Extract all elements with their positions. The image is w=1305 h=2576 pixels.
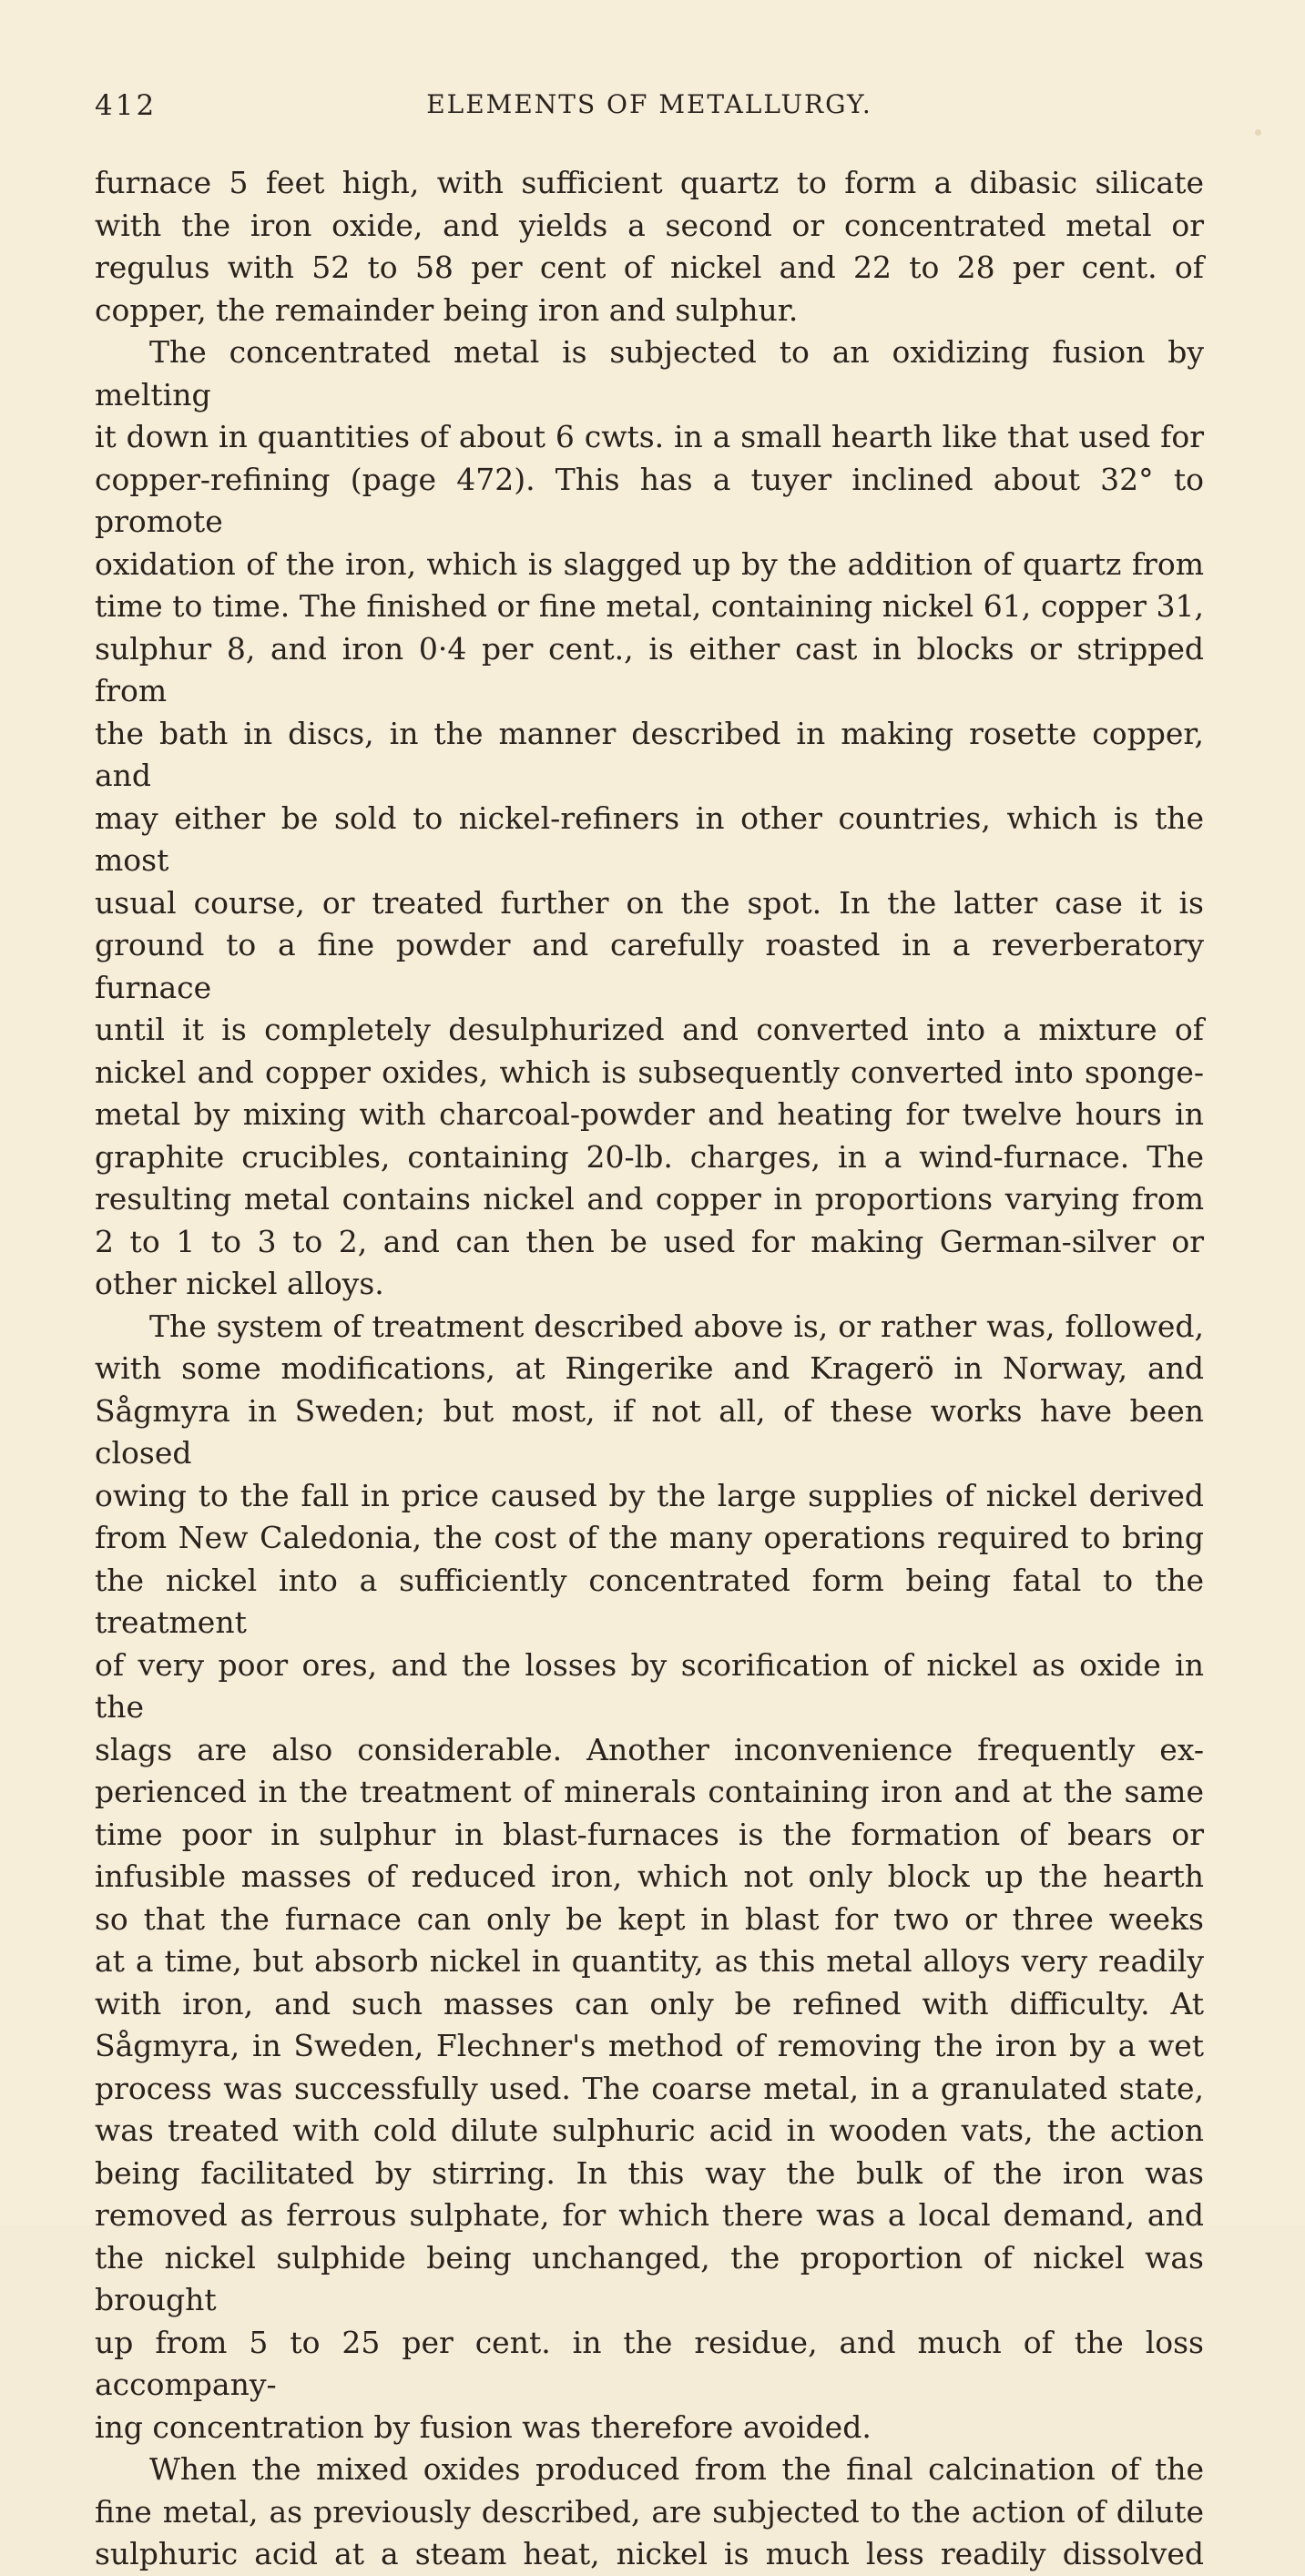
text-line: oxidation of the iron, which is slagged up by the addition of quartz from [95, 545, 1204, 582]
text-line: Sågmyra, in Sweden, Flechner's method of removing the iron by a wet [95, 2028, 1204, 2063]
body-text [95, 162, 1204, 2576]
text-line: ing concentration by fusion was therefore avoided. [95, 2408, 872, 2445]
text-line: was treated with cold dilute sulphuric acid in wooden vats, the action [95, 2113, 1204, 2148]
text-line: Sågmyra in Sweden; but most, if not all, of these works have been closed [95, 1392, 1204, 1471]
text-line: When the mixed oxides produced from the final calcination of the [149, 2451, 1204, 2487]
text-line: infusible masses of reduced iron, which not only block up the hearth [95, 1858, 1204, 1894]
text-line: resulting metal contains nickel and copper in proportions varying from [95, 1181, 1204, 1217]
text-line: copper-refining (page 472). This has a tuyer inclined about 32° to promote [95, 461, 1204, 539]
text-line: process was successfully used. The coarse metal, in a granulated state, [95, 2070, 1204, 2106]
text-line: time to time. The finished or fine metal, containing nickel 61, copper 31, [95, 588, 1204, 624]
text-line: the bath in discs, in the manner described in making rosette copper, and [95, 715, 1204, 793]
text-line: with the iron oxide, and yields a second or concentrated metal or [95, 207, 1204, 243]
text-line: the nickel sulphide being unchanged, the proportion of nickel was brought [95, 2239, 1204, 2317]
text-line: the nickel into a sufficiently concentrated form being fatal to the treatment [95, 1562, 1204, 1640]
text-line: furnace 5 feet high, with sufficient quartz to form a dibasic silicate [95, 165, 1204, 200]
text-line: sulphur 8, and iron 0·4 per cent., is either cast in blocks or stripped from [95, 630, 1204, 708]
text-line: time poor in sulphur in blast-furnaces is the formation of bears or [95, 1816, 1204, 1852]
text-line: usual course, or treated further on the spot. In the latter case it is [95, 884, 1204, 921]
text-line: may either be sold to nickel-refiners in other countries, which is the most [95, 799, 1204, 878]
text-line: it down in quantities of about 6 cwts. in a small hearth like that used for [95, 419, 1204, 454]
text-line: with iron, and such masses can only be refined with difficulty. At [95, 1985, 1204, 2021]
text-line: perienced in the treatment of minerals containing iron and at the same [95, 1774, 1204, 1809]
text-line: until it is completely desulphurized and converted into a mixture of [95, 1012, 1204, 1047]
paper-speck [1255, 129, 1261, 136]
text-line: being facilitated by stirring. In this way the bulk of the iron was [95, 2154, 1204, 2191]
text-line: The concentrated metal is subjected to an oxidizing fusion by melting [95, 334, 1204, 412]
text-line: sulphuric acid at a steam heat, nickel is much less readily dissolved [95, 2536, 1204, 2571]
text-line: slags are also considerable. Another inconvenience frequently ex- [95, 1731, 1204, 1767]
text-line: ground to a fine powder and carefully roasted in a reverberatory furnace [95, 927, 1204, 1005]
text-line: with some modifications, at Ringerike and Kragerö in Norway, and [95, 1350, 1204, 1386]
text-line: from New Caledonia, the cost of the many operations required to bring [95, 1520, 1204, 1555]
text-line: The system of treatment described above is, or rather was, followed, [149, 1308, 1204, 1344]
text-line: other nickel alloys. [95, 1266, 384, 1301]
text-line: at a time, but absorb nickel in quantity, as this metal alloys very readily [95, 1943, 1204, 1979]
text-line: metal by mixing with charcoal-powder and heating for twelve hours in [95, 1096, 1204, 1132]
text-line: nickel and copper oxides, which is subsequently converted into sponge- [95, 1054, 1204, 1090]
text-line: owing to the fall in price caused by the large supplies of nickel derived [95, 1477, 1204, 1513]
text-line: fine metal, as previously described, are subjected to the action of dilute [95, 2493, 1204, 2530]
text-line: removed as ferrous sulphate, for which there was a local demand, and [95, 2197, 1204, 2233]
text-line: copper, the remainder being iron and sulphur. [95, 291, 799, 328]
text-line: so that the furnace can only be kept in blast for two or three weeks [95, 1900, 1204, 1937]
page-number: 412 [95, 89, 158, 122]
running-head [95, 89, 1204, 126]
text-line: graphite crucibles, containing 20-lb. charges, in a wind-furnace. The [95, 1138, 1204, 1175]
text-line: 2 to 1 to 3 to 2, and can then be used for making German-silver or [95, 1223, 1204, 1259]
text-line: of very poor ores, and the losses by scorification of nickel as oxide in the [95, 1646, 1204, 1725]
text-line: up from 5 to 25 per cent. in the residue, and much of the loss accompany- [95, 2324, 1204, 2402]
text-line: regulus with 52 to 58 per cent of nickel and 22 to 28 per cent. of [95, 249, 1204, 285]
running-title: ELEMENTS OF METALLURGY. [426, 89, 872, 119]
